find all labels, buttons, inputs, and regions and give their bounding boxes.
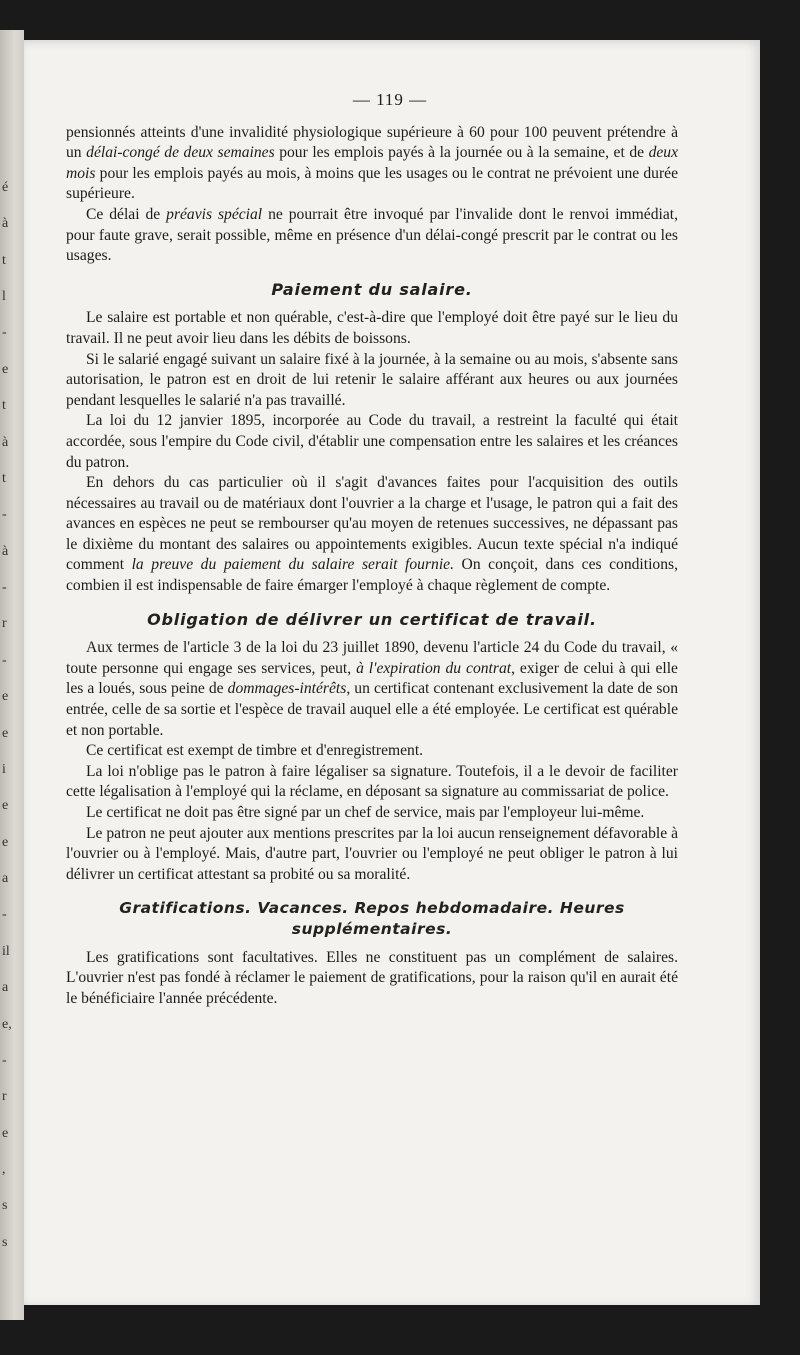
- margin-fragment: ,: [2, 1162, 6, 1178]
- paragraph-signature: Le certificat ne doit pas être signé par un chef de service, mais par l'employeur lui-même.: [86, 804, 645, 821]
- margin-fragment: r: [2, 616, 7, 632]
- margin-fragment: -: [2, 652, 7, 668]
- margin-fragment: à: [2, 216, 9, 232]
- margin-fragment: a: [2, 980, 9, 996]
- page-number: — 119 —: [352, 90, 428, 109]
- margin-fragment: e,: [2, 1016, 12, 1032]
- margin-fragment: e: [2, 1125, 9, 1141]
- margin-fragment: r: [2, 1089, 7, 1105]
- paragraph-article-24: Aux termes de l'article 3 de la loi du 23 juillet 1890, devenu l'article 24 du Code du travail, « toute personne qui engage ses services, peut, à l'expiration du contrat, exiger de celui à qui elle les a loués, sous peine de dommages-intérêts, un certificat contenant exclusivement la date de son entrée, celle de sa sortie et l'espèce de travail auquel elle a été employée. Le certificat est quérable et non portable.: [66, 639, 679, 739]
- margin-fragment: -: [2, 1052, 7, 1068]
- margin-fragment: à: [2, 434, 9, 450]
- margin-fragment: -: [2, 325, 7, 341]
- paragraph-gratifications: Les gratifications sont facultatives. Elles ne constituent pas un complément de salaires. L'ouvrier n'est pas fondé à réclamer le paiement de gratifications, pour la raison qu'il en aurait été le bénéficiaire l'année précédente.: [66, 948, 678, 1007]
- margin-fragment: t: [2, 252, 6, 268]
- margin-fragment: e: [2, 361, 9, 377]
- margin-fragment: -: [2, 580, 7, 596]
- margin-fragment: e: [2, 725, 9, 741]
- book-page: [24, 40, 760, 1305]
- margin-fragment: t: [2, 398, 6, 414]
- margin-fragment: e: [2, 798, 9, 814]
- previous-page-edge: [0, 30, 24, 1320]
- margin-fragment: l: [2, 289, 6, 305]
- paragraph-loi-1895: La loi du 12 janvier 1895, incorporée au Code du travail, a restreint la faculté qui était accordée, sous l'empire du Code civil, d'établir une compensation entre les salaires et les créances du patron.: [66, 412, 678, 471]
- margin-fragment: à: [2, 543, 9, 559]
- heading-paiement-salaire: Paiement du salaire.: [271, 279, 473, 299]
- margin-fragment: -: [2, 907, 7, 923]
- paragraph-salaire-absence: Si le salarié engagé suivant un salaire fixé à la journée, à la semaine ou au mois, s'absente sans autorisation, le patron est en droit de lui retenir le salaire afférant aux heures ou aux journées pendant lesquelles le salarié n'a pas travaillé.: [66, 350, 678, 409]
- paragraph-renseignements: Le patron ne peut ajouter aux mentions prescrites par la loi aucun renseignement défavorable à l'ouvrier ou à l'employé. Mais, d'autre part, l'ouvrier ou l'employé ne peut obliger le patron à lui délivrer un certificat attestant sa probité ou sa moralité.: [66, 824, 678, 883]
- page-content: [66, 90, 678, 1009]
- margin-fragment: e: [2, 689, 9, 705]
- paragraph-avances: En dehors du cas particulier où il s'agit d'avances faites pour l'acquisition des outils nécessaires au travail ou de matériaux dont l'ouvrier a la charge et l'usage, le patron qui a fait des avances en espèces ne peut se rembourser qu'au moyen de retenues successives, ne dépassant pas le dixième du montant des salaires ou appointements exigibles. Aucun texte spécial n'a indiqué comment la preuve du paiement du salaire serait fournie. On conçoit, dans ces conditions, combien il est indispensable de faire émarger l'employé à chaque règlement de compte.: [66, 474, 678, 595]
- margin-fragment: a: [2, 871, 9, 887]
- margin-fragment: il: [2, 943, 10, 959]
- paragraph-salaire-portable: Le salaire est portable et non quérable, c'est-à-dire que l'employé doit être payé sur le lieu du travail. Il ne peut avoir lieu dans les débits de boissons.: [66, 309, 678, 347]
- margin-fragment: t: [2, 470, 6, 486]
- paragraph-preavis: Ce délai de préavis spécial ne pourrait être invoqué par l'invalide dont le renvoi immédiat, pour faute grave, serait possible, même en présence d'un délai-congé prescrit par le contrat ou les usages.: [66, 205, 679, 265]
- paragraph-legalisation: La loi n'oblige pas le patron à faire légaliser sa signature. Toutefois, il a le devoir de faciliter cette légalisation à l'employé qui la réclame, en déposant sa signature au commissariat de police.: [66, 762, 678, 801]
- heading-certificat-travail: Obligation de délivrer un certificat de travail.: [147, 609, 597, 629]
- paragraph-invalidite: pensionnés atteints d'une invalidité physiologique supérieure à 60 pour 100 peuvent prétendre à un délai-congé de deux semaines pour les emplois payés à la journée ou à la semaine, et de deux mois pour les emplois payés au mois, à moins que les usages ou le contrat ne prévoient une durée supérieure.: [66, 123, 679, 203]
- margin-fragment: -: [2, 507, 7, 523]
- margin-fragment: s: [2, 1198, 8, 1214]
- margin-fragment: e: [2, 834, 9, 850]
- margin-fragment: s: [2, 1234, 8, 1250]
- paragraph-timbre: Ce certificat est exempt de timbre et d'enregistrement.: [86, 742, 424, 760]
- margin-fragment: é: [2, 180, 9, 195]
- margin-fragment: i: [2, 761, 6, 777]
- heading-gratifications: Gratifications. Vacances. Repos hebdomadaire. Heures supplémentaires.: [119, 899, 625, 938]
